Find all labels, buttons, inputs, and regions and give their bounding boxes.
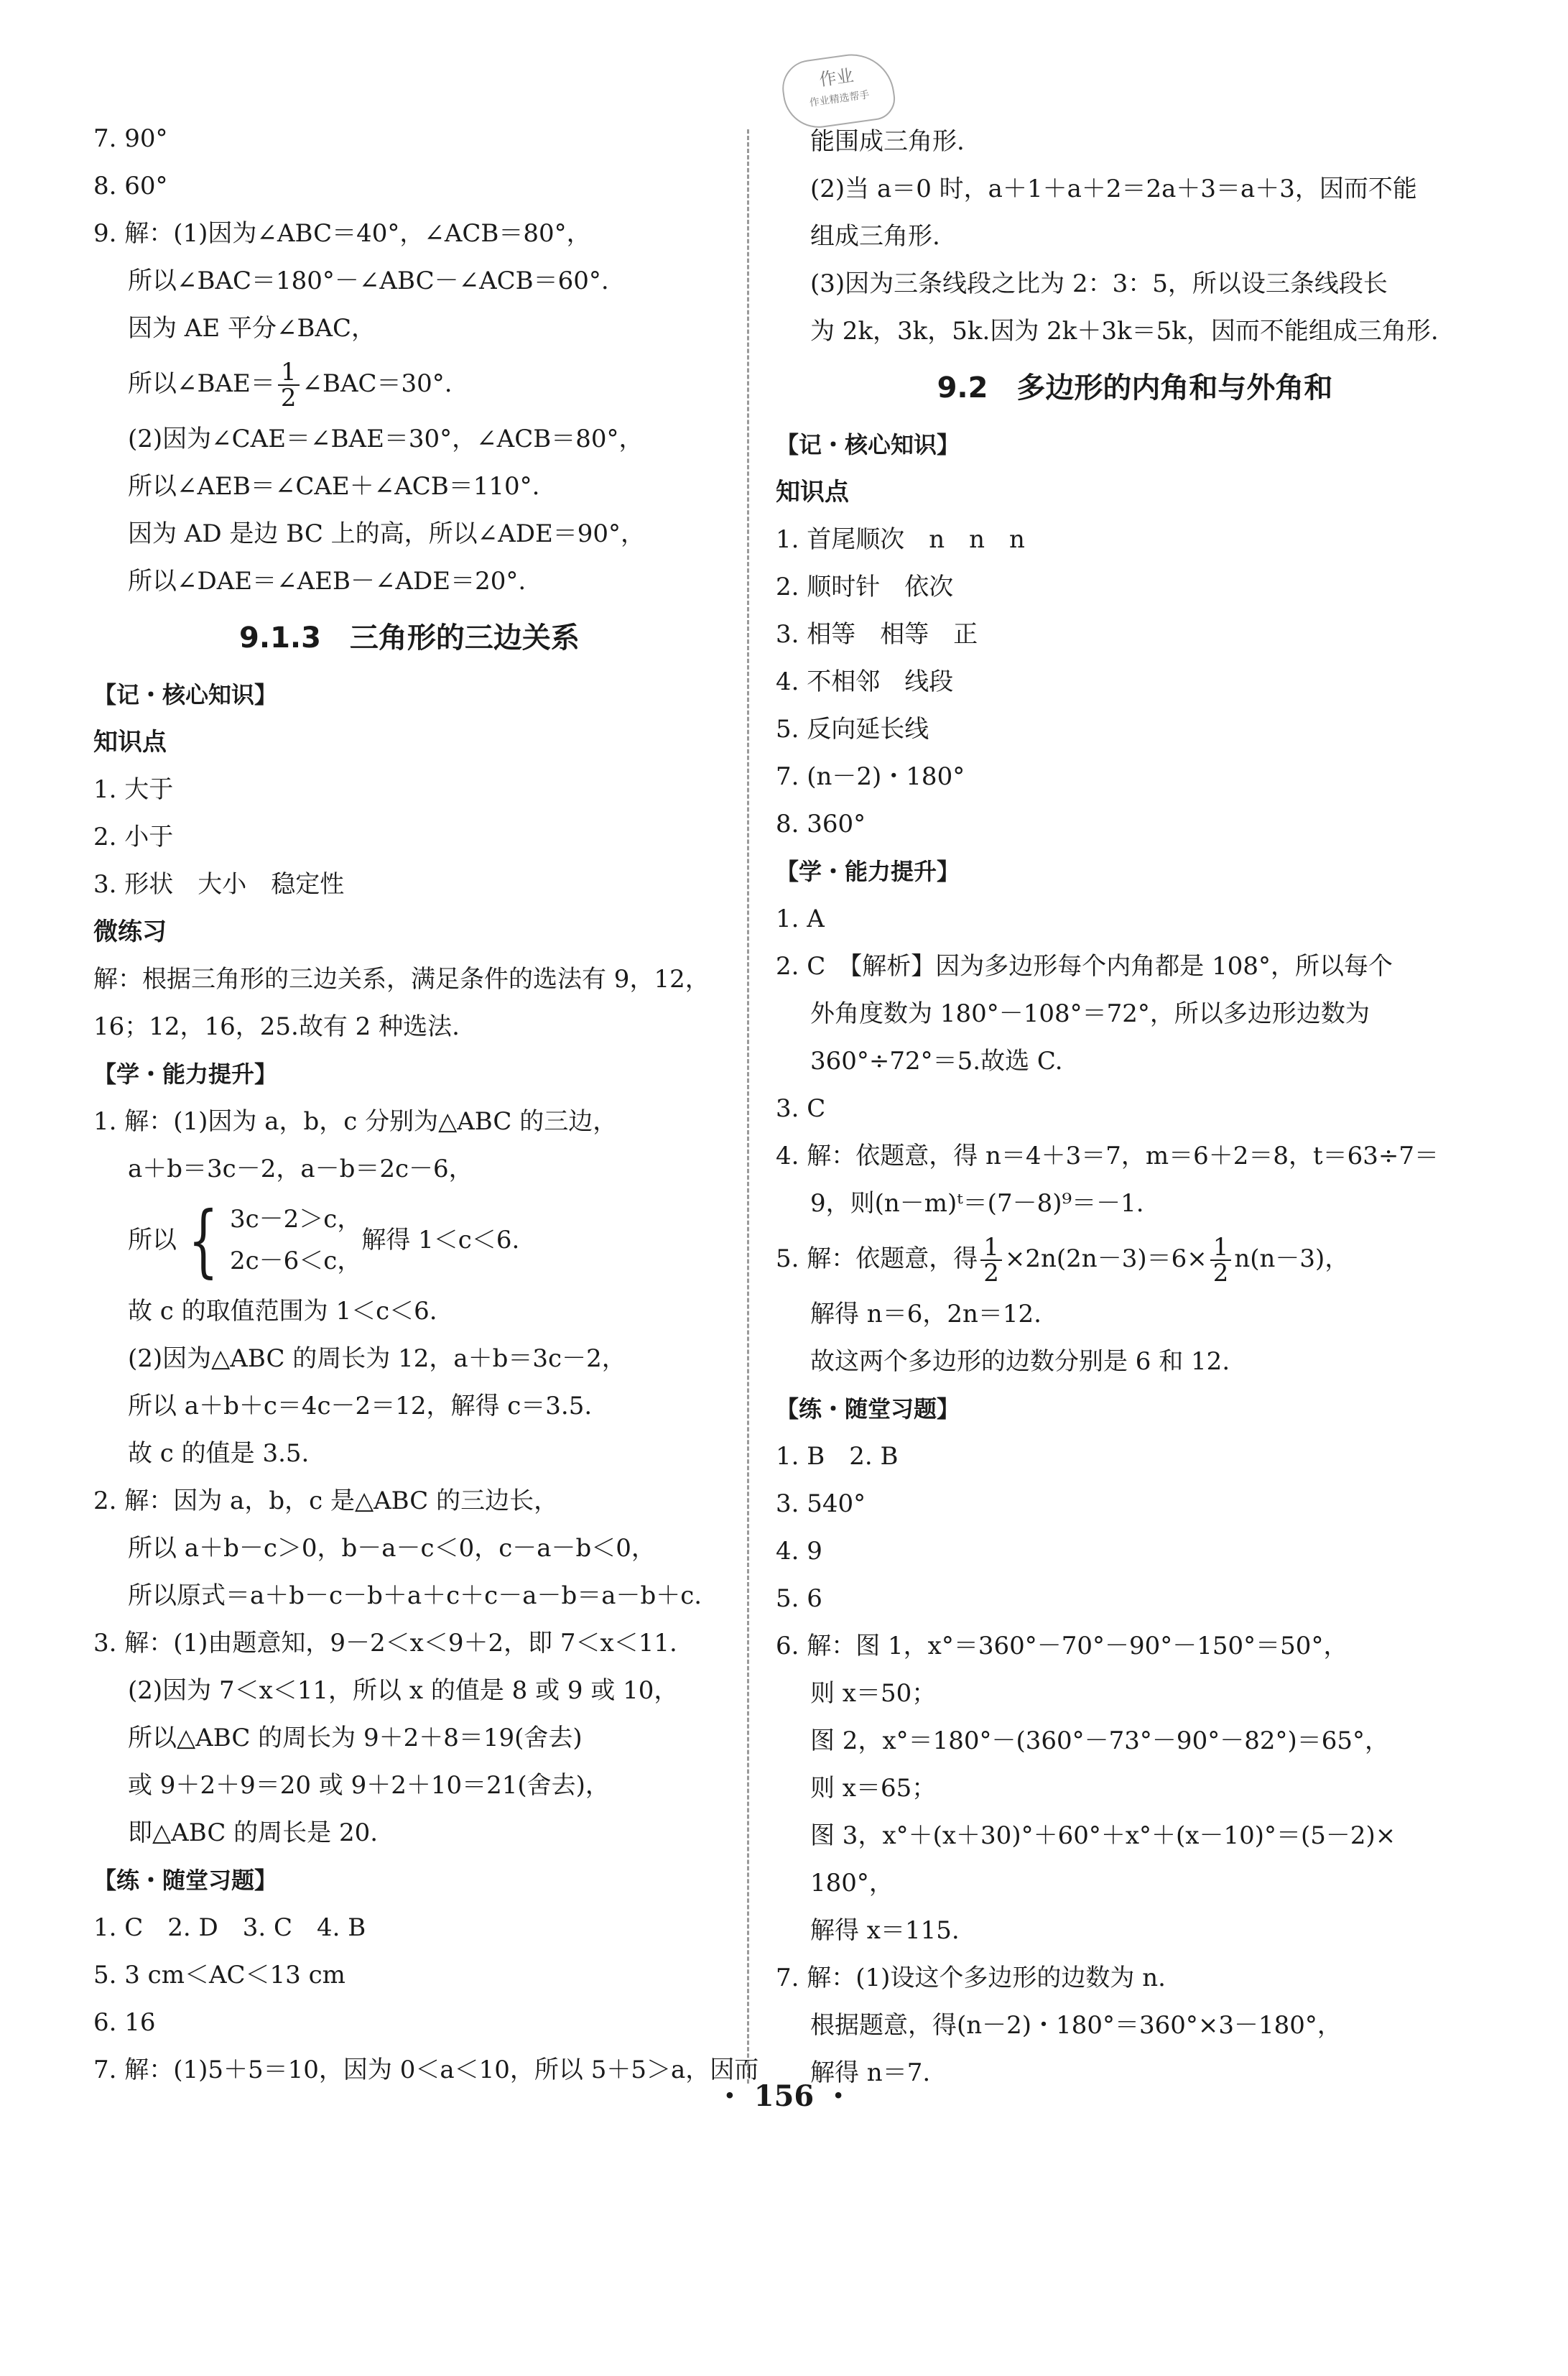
answer-line: 6. 16 [93,2008,156,2037]
page-number: ・ 156 ・ [715,2079,853,2113]
system-line: 2c－6＜c， [230,1247,362,1275]
subheader: 知识点 [93,728,167,757]
text: ×2n(2n－3)＝6× [1004,1244,1207,1273]
answer-line: 为 2k，3k，5k.因为 2k＋3k＝5k，因而不能组成三角形. [810,317,1439,346]
answer-line: 所以∠AEB＝∠CAE＋∠ACB＝110°. [128,472,540,501]
answer-line: 360°÷72°＝5.故选 C. [810,1047,1063,1076]
answer-line: 3. 相等 相等 正 [776,620,978,649]
section-header: 【学・能力提升】 [776,858,960,885]
answer-line: 解得 x＝115. [810,1916,960,1945]
numerator: 1 [980,1235,1002,1261]
answer-line: a＋b＝3c－2，a－b＝2c－6， [128,1155,473,1183]
answer-line: 4. 不相邻 线段 [776,667,954,696]
answer-line: 4. 解：依题意，得 n＝4＋3＝7，m＝6＋2＝8，t＝63÷7＝ [776,1142,1439,1170]
numerator: 1 [1210,1235,1232,1261]
denominator: 2 [983,1259,999,1288]
answer-line: 180°， [810,1869,894,1897]
answer-line-fraction [776,1227,1494,1290]
answer-line: 1. 解：(1)因为 a，b，c 分别为△ABC 的三边， [93,1107,618,1136]
answer-line: 所以 a＋b－c＞0，b－a－c＜0，c－a－b＜0， [128,1534,656,1563]
system-lines [230,1198,361,1282]
answer-line: 7. (n－2)・180° [776,762,965,791]
text: 5. 解：依题意，得 [776,1244,978,1273]
answer-line: 2. 顺时针 依次 [776,573,954,601]
text: 解得 1＜c＜6. [361,1226,520,1254]
answer-line: 7. 解：(1)5＋5＝10，因为 0＜a＜10，所以 5＋5＞a，因而 [93,2056,759,2084]
subheader: 知识点 [776,478,849,507]
right-column [776,118,1494,2097]
answer-line: 故 c 的取值范围为 1＜c＜6. [128,1297,437,1326]
answer-line: 解得 n＝6，2n＝12. [810,1300,1042,1328]
denominator: 2 [1212,1259,1229,1288]
answer-line: 根据题意，得(n－2)・180°＝360°×3－180°， [810,2011,1342,2040]
answer-line: 解得 n＝7. [810,2058,931,2087]
answer-line: 1. A [776,905,825,933]
numerator: 1 [278,360,300,386]
section-header: 【学・能力提升】 [93,1060,278,1088]
answer-line: 8. 360° [776,810,866,838]
answer-line: 外角度数为 180°－108°＝72°，所以多边形边数为 [810,999,1370,1028]
answer-line: 所以∠BAC＝180°－∠ABC－∠ACB＝60°. [128,267,609,295]
answer-line: 7. 解：(1)设这个多边形的边数为 n. [776,1964,1166,1992]
answer-line: 则 x＝65； [810,1774,937,1803]
brace: { [188,1194,218,1286]
stamp-subtitle: 作业精选帮手 [808,89,871,109]
answer-line: (2)因为△ABC 的周长为 12，a＋b＝3c－2， [128,1344,626,1373]
section-title: 9.2 多边形的内角和与外角和 [937,371,1333,405]
answer-line: 则 x＝50； [810,1679,937,1708]
answer-line: 或 9＋2＋9＝20 或 9＋2＋10＝21(舍去)， [128,1771,610,1800]
answer-line: 7. 90° [93,124,168,153]
answer-line: 故 c 的值是 3.5. [128,1439,310,1468]
answer-line: 5. 反向延长线 [776,715,929,744]
fraction [980,1233,1002,1288]
text: 所以 [128,1226,177,1254]
answer-line: 因为 AD 是边 BC 上的高，所以∠ADE＝90°， [128,519,646,548]
answer-line: 图 2，x°＝180°－(360°－73°－90°－82°)＝65°， [810,1726,1389,1755]
answer-line: 3. 540° [776,1489,866,1518]
answer-line: 5. 3 cm＜AC＜13 cm [93,1961,345,1989]
answer-line: (2)因为∠CAE＝∠BAE＝30°，∠ACB＝80°， [128,425,644,453]
answer-line: 所以 a＋b＋c＝4c－2＝12，解得 c＝3.5. [128,1392,593,1420]
section-header: 【记・核心知识】 [93,681,278,708]
answer-line: 4. 9 [776,1537,822,1566]
answer-line: 8. 60° [93,172,168,200]
answer-line: 即△ABC 的周长是 20. [128,1818,379,1847]
system-line: 3c－2＞c， [230,1205,362,1234]
answer-line: 2. 解：因为 a，b，c 是△ABC 的三边长， [93,1487,559,1515]
text: 所以∠BAE＝ [128,369,275,398]
answer-line: 1. B 2. B [776,1442,899,1471]
answer-line: 1. 大于 [93,775,174,804]
text: ∠BAC＝30°. [302,369,453,398]
answer-line-fraction [93,352,725,415]
section-header: 【练・随堂习题】 [93,1867,278,1894]
stamp-title: 作业 [817,65,855,91]
answer-line: 因为 AE 平分∠BAC， [128,314,376,343]
answer-line: 1. C 2. D 3. C 4. B [93,1913,366,1942]
answer-line: 所以△ABC 的周长为 9＋2＋8＝19(舍去) [128,1724,583,1752]
column-divider [747,129,749,2084]
answer-line: 所以原式＝a＋b－c－b＋a＋c＋c－a－b＝a－b＋c. [128,1581,702,1610]
section-header: 【记・核心知识】 [776,431,960,458]
answer-line: (2)因为 7＜x＜11，所以 x 的值是 8 或 9 或 10， [128,1676,679,1705]
inequality-system [93,1193,725,1288]
answer-line: 5. 6 [776,1584,822,1613]
answer-line: 3. 形状 大小 稳定性 [93,870,345,899]
fraction [1210,1233,1232,1288]
answer-line: 图 3，x°＋(x＋30)°＋60°＋x°＋(x－10)°＝(5－2)× [810,1821,1396,1850]
left-column [93,115,759,2094]
answer-line: 9. 解：(1)因为∠ABC＝40°，∠ACB＝80°， [93,219,591,248]
denominator: 2 [280,384,297,412]
subheader: 微练习 [93,917,167,946]
answer-line: 6. 解：图 1，x°＝360°－70°－90°－150°＝50°， [776,1632,1348,1660]
answer-line: 组成三角形. [810,222,940,251]
answer-line: 9，则(n－m)ᵗ＝(7－8)⁹＝－1. [810,1189,1144,1218]
answer-line: 解：根据三角形的三边关系，满足条件的选法有 9，12， [93,965,710,994]
answer-line: 故这两个多边形的边数分别是 6 和 12. [810,1347,1230,1376]
answer-line: (2)当 a＝0 时，a＋1＋a＋2＝2a＋3＝a＋3，因而不能 [810,175,1417,203]
section-title: 9.1.3 三角形的三边关系 [239,621,580,655]
answer-line: (3)因为三条线段之比为 2：3：5，所以设三条线段长 [810,269,1388,298]
answer-line: 2. C 【解析】因为多边形每个内角都是 108°，所以每个 [776,952,1393,981]
answer-line: 1. 首尾顺次 n n n [776,525,1025,554]
answer-line: 能围成三角形. [810,127,965,156]
answer-line: 16；12，16，25.故有 2 种选法. [93,1012,460,1041]
text: n(n－3)， [1234,1244,1350,1273]
answer-line: 3. 解：(1)由题意知，9－2＜x＜9＋2，即 7＜x＜11. [93,1629,677,1658]
fraction [278,360,300,410]
answer-line: 3. C [776,1094,826,1123]
answer-line: 所以∠DAE＝∠AEB－∠ADE＝20°. [128,567,526,596]
answer-line: 2. 小于 [93,823,174,851]
section-header: 【练・随堂习题】 [776,1395,960,1423]
